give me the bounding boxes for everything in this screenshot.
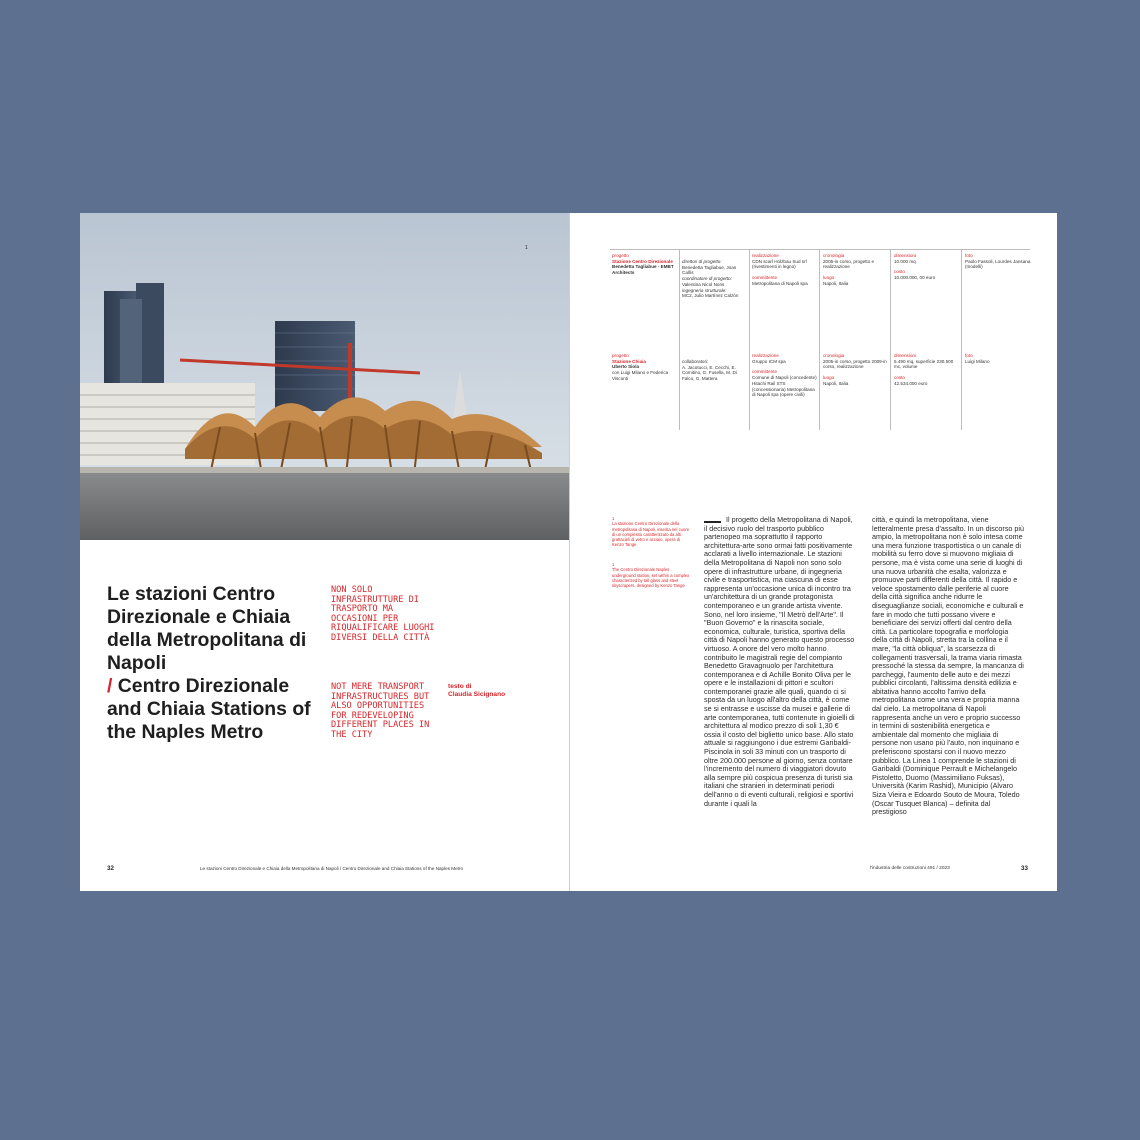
- credits-divider: [961, 250, 962, 430]
- author-name: Claudia Sicignano: [448, 691, 506, 698]
- author-credit: [448, 683, 505, 699]
- body-column-1: Il progetto della Metropolitana di Napoli, il decisivo ruolo del trasporto pubblico partenopeo ma soprattutto il rapporto architettura-arte sono ormai fatti positivamente acclarati a livello internazionale. Le stazioni della Metropolitana di Napoli non sono solo opere di infrastrutture urbane, di ingegneria civile e trasportistica, ma ciascuna di esse rappresenta un'occasione unica di incontro tra un'architettura di un grande protagonista contemporaneo e un grande artista vivente. Sono, nel loro insieme, "Il Metrò dell'Arte". Il "Buon Governo" e la rinascita sociale, economica, culturale, turistica, sportiva della città di Napoli hanno generato questo processo virtuoso. A onore del vero molto hanno contribuito le magistrali regie del compianto Benedetto Gravagnuolo per l'architettura contemporanea e di Achille Bonito Oliva per le opere e le installazioni di pittori e scultori contemporanei grazie alle quali, quando ci si sposta da un luogo all'altro della città, è come se si entrasse e uscisse da musei e gallerie di arte contemporanea, tutti contenute in gioielli di architettura al modico prezzo di soli 1,30 € ossia il costo del biglietto unico base. Allo stato attuale si raggiungono i due estremi Garibaldi-Piscinola in soli 33 minuti con un trasporto di oltre 200.000 persone al giorno, senza contare l'incremento del numero di viaggiatori dovuto alla sempre più cospicua presenza di turisti sia italiani che stranieri in determinati periodi dell'anno o di eventi culturali, religiosi e sportivi durante i quali la: [704, 515, 855, 808]
- article-title: [107, 583, 322, 744]
- credits-divider: [890, 250, 891, 430]
- photo-number: 1: [525, 245, 528, 251]
- credit-cronologia-chiaia: cronologia 2005-in corso, progetto 2009-in corso, realizzazione luogo Napoli, Italia: [823, 353, 887, 386]
- caption-italian: 1 La stazione Centro Direzionale della metropolitana di Napoli, inserita nel cuore di un complesso caratterizzato da alti grattacieli di vetro e acciaio, opera di Kenzo Tange: [612, 516, 690, 548]
- running-title-right: l'industria delle costruzioni 491 / 2023: [870, 866, 950, 871]
- right-page: [570, 213, 1057, 891]
- credit-dimensioni-cdn: dimensioni 10.000 mq costo 10.000.000, 00 euro: [894, 253, 936, 281]
- credit-foto-chiaia: foto Luigi Milano: [965, 353, 990, 364]
- title-italian: Le stazioni Centro Direzionale e Chiaia della Metropolitana di Napoli: [107, 583, 307, 674]
- subtitle-italian: NON SOLO INFRASTRUTTURE DI TRASPORTO MA OCCASIONI PER RIQUALIFICARE LUOGHI DIVERSI DELLA CITTÀ: [331, 585, 435, 643]
- left-page: [80, 213, 569, 891]
- credit-realizzazione-chiaia: realizzazione Gruppo ICM spa committente Comune di Napoli (concedente) Hitachi Rail STS (concessionaria) Metropolitana di Napoli spa (opere civili): [752, 353, 817, 398]
- page-number-right: 33: [1021, 865, 1028, 872]
- credit-realizzazione-cdn: realizzazione CDN scarl Holzbau Sud srl (rivestimenti in legno) committente Metropolitana di Napoli spa: [752, 253, 808, 286]
- credit-foto-cdn: foto Paolo Fassoli, Lourdes Jansana (modelli): [965, 253, 1031, 270]
- station-illustration: [80, 213, 569, 540]
- credit-dimensioni-chiaia: dimensioni 5.490 mq, superficie 230.500 mc, volume costo 42.534.000 euro: [894, 353, 954, 386]
- credit-collaboratori-chiaia: collaboratori: A. Jacotucci, E. Cecchi, E. Comitino, G. Fusella, M. Di Falco, G. Mattera: [682, 359, 737, 382]
- station-photo: [80, 213, 569, 540]
- title-english: Centro Direzionale and Chiaia Stations of the Naples Metro: [107, 675, 311, 743]
- credits-divider: [819, 250, 820, 430]
- credit-progetto-cdn: progetto Stazione Centro Direzionale Benedetta Tagliabue - EMBT Architects: [612, 253, 674, 276]
- title-slash: /: [107, 675, 113, 697]
- credit-progetto-chiaia: progetto Stazione Chiaia Uberto Siola con Luigi Milano e Federica Visconti: [612, 353, 669, 381]
- author-label: testo di: [448, 683, 472, 690]
- credits-divider: [679, 250, 680, 430]
- subtitle-english: NOT MERE TRANSPORT INFRASTRUCTURES BUT ALSO OPPORTUNITIES FOR REDEVELOPING DIFFERENT PLACES IN THE CITY: [331, 682, 430, 740]
- credit-cronologia-cdn: cronologia 2005-in corso, progetto e realizzazione luogo Napoli, Italia: [823, 253, 875, 286]
- page-number-left: 32: [107, 865, 114, 872]
- credit-direttori-cdn: direttori di progetto: Benedetta Tagliabue, Joan Callís coordinatore di progetto: Valentina Nicol Noris ingegneria strutturale: MC2, Julio Martínez Calzón: [682, 259, 739, 299]
- caption-english: 1 The Centro Direzionale Naples underground station, set within a complex characterized by tall glass and steel skyscrapers, designed by Kenzo Tange: [612, 562, 690, 589]
- credits-table: [610, 249, 1030, 430]
- body-column-2: città, e quindi la metropolitana, viene letteralmente presa d'assalto. In un discorso più ampio, la metropolitana non è solo intesa come una mera funzione trasportistica o un canale di mobilità su ferro dove si muovono migliaia di persone, ma è vista come una serie di luoghi di una nuova urbanità che esalta, valorizza e promuove parti differenti della città. Il rapido e veloce spostamento dalle periferie al cuore della città significa anche ridurre le diseguaglianze sociali, economiche e culturali e fare in modo che tutti possano vivere e beneficiare dei servizi offerti dal centro della città. La particolare topografia e morfologia della città di Napoli, stretta tra la collina e il mare, "la città obliqua", la scarsezza di collegamenti trasversali, la trama viaria rimasta pressoché la stessa da sempre, la mancanza di parcheggi, l'aumento delle auto e dei mezzi pubblici circolanti, l'altissima densità edilizia e abitativa hanno accolto l'arrivo della metropolitana come una vera e propria manna dal cielo. La metropolitana di Napoli rappresenta anche un vero e proprio successo in termini di sostenibilità energetica e ambientale dal momento che migliaia di persone non usano più l'auto, non inquinano e preferiscono spostarsi con il nuovo mezzo pubblico. La Linea 1 comprende le stazioni di Garibaldi (Dominique Perrault e Michelangelo Pistoletto, Duomo (Massimiliano Fuksas), Università (Karim Rashid), Municipio (Alvaro Siza Vieira e Edoardo Souto de Moura, Toledo (Oscar Tusquet Blanca) – definita dal prestigioso: [872, 515, 1024, 817]
- credits-divider: [749, 250, 750, 430]
- running-title-left: Le stazioni Centro Direzionale e Chiaia della Metropolitana di Napoli / Centro Direzionale and Chiaia Stations of the Naples Metro: [200, 866, 464, 871]
